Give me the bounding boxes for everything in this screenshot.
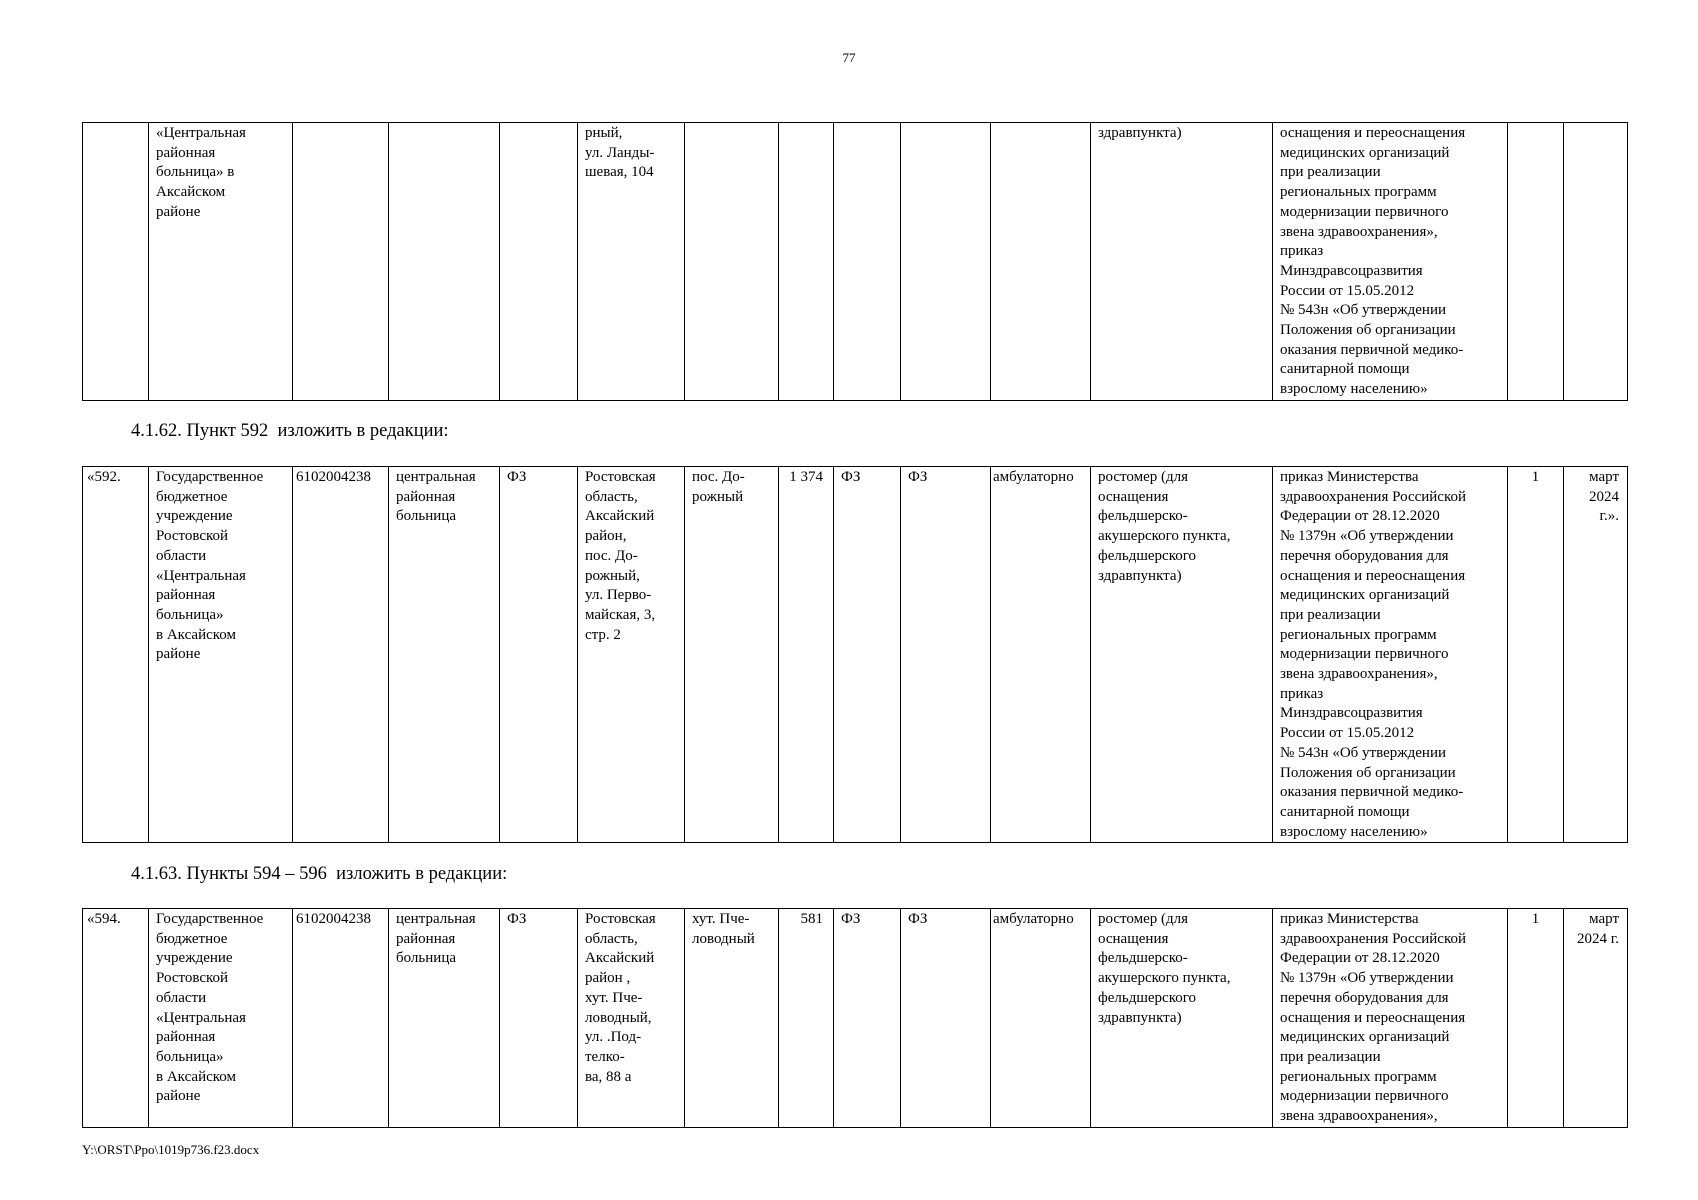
cell-care-mode xyxy=(991,123,1091,401)
cell-inn: 6102004238 xyxy=(293,909,389,1128)
cell-organization: Государственное бюджетное учреждение Ростовской области «Центральная районная больница» в Аксайском районе xyxy=(149,909,293,1128)
cell-address: Ростовская область, Аксайский район , хут. Пче- ловодный, ул. .Под- телко- ва, 88 а xyxy=(578,909,685,1128)
cell-organization: «Центральная районная больница» в Аксайском районе xyxy=(149,123,293,401)
cell-equipment: ростомер (для оснащения фельдшерско- акушерского пункта, фельдшерского здравпункта) xyxy=(1091,467,1273,843)
cell-care-mode: амбулаторно xyxy=(991,467,1091,843)
cell-inn: 6102004238 xyxy=(293,467,389,843)
cell-legal-basis: приказ Министерства здравоохранения Российской Федерации от 28.12.2020 № 1379н «Об утверждении перечня оборудования для оснащения и переоснащения медицинских организаций при реализации региональных программ модернизации первичного звена здравоохранения», приказ Минздравсоцразвития России от 15.05.2012 № 543н «Об утверждении Положения об организации оказания первичной медико- санитарной помощи взрослому населению» xyxy=(1273,467,1508,843)
cell-org-type: центральная районная больница xyxy=(389,467,500,843)
cell-organization: Государственное бюджетное учреждение Ростовской области «Центральная районная больница» в Аксайском районе xyxy=(149,467,293,843)
cell-locality: пос. До- рожный xyxy=(685,467,779,843)
cell-row-number: «592. xyxy=(83,467,149,843)
page-number: 77 xyxy=(842,50,856,65)
cell-quantity xyxy=(1508,123,1564,401)
section-heading: 4.1.62. Пункт 592 изложить в редакции: xyxy=(131,421,449,441)
cell-funding xyxy=(500,123,578,401)
cell-care-mode: амбулаторно xyxy=(991,909,1091,1128)
cell-column-10 xyxy=(901,123,991,401)
cell-legal-basis: приказ Министерства здравоохранения Российской Федерации от 28.12.2020 № 1379н «Об утверждении перечня оборудования для оснащения и переоснащения медицинских организаций при реализации региональных программ модернизации первичного звена здравоохранения», xyxy=(1273,909,1508,1128)
table-row xyxy=(83,467,1628,843)
cell-column-9: ФЗ xyxy=(834,467,901,843)
cell-population xyxy=(779,123,834,401)
cell-address: рный, ул. Ланды- шевая, 104 xyxy=(578,123,685,401)
cell-legal-basis: оснащения и переоснащения медицинских организаций при реализации региональных программ модернизации первичного звена здравоохранения», приказ Минздравсоцразвития России от 15.05.2012 № 543н «Об утверждении Положения об организации оказания первичной медико- санитарной помощи взрослому населению» xyxy=(1273,123,1508,401)
cell-column-10: ФЗ xyxy=(901,909,991,1128)
cell-org-type: центральная районная больница xyxy=(389,909,500,1128)
cell-address: Ростовская область, Аксайский район, пос. До- рожный, ул. Перво- майская, 3, стр. 2 xyxy=(578,467,685,843)
cell-date: март 2024 г. xyxy=(1564,909,1628,1128)
cell-equipment: ростомер (для оснащения фельдшерско- акушерского пункта, фельдшерского здравпункта) xyxy=(1091,909,1273,1128)
section-heading: 4.1.63. Пункты 594 – 596 изложить в редакции: xyxy=(131,864,508,884)
table-item-594 xyxy=(82,908,1628,1128)
table-item-592 xyxy=(82,466,1628,843)
cell-population: 1 374 xyxy=(779,467,834,843)
cell-column-9 xyxy=(834,123,901,401)
cell-funding: ФЗ xyxy=(500,909,578,1128)
cell-column-9: ФЗ xyxy=(834,909,901,1128)
table-continued xyxy=(82,122,1628,401)
cell-locality: хут. Пче- ловодный xyxy=(685,909,779,1128)
cell-date xyxy=(1564,123,1628,401)
cell-population: 581 xyxy=(779,909,834,1128)
footer-file-path: Y:\ORST\Ppo\1019p736.f23.docx xyxy=(82,1142,260,1157)
cell-row-number xyxy=(83,123,149,401)
table-row xyxy=(83,123,1628,401)
cell-date: март 2024 г.». xyxy=(1564,467,1628,843)
cell-funding: ФЗ xyxy=(500,467,578,843)
cell-equipment: здравпункта) xyxy=(1091,123,1273,401)
cell-org-type xyxy=(389,123,500,401)
cell-row-number: «594. xyxy=(83,909,149,1128)
cell-quantity: 1 xyxy=(1508,467,1564,843)
cell-column-10: ФЗ xyxy=(901,467,991,843)
cell-inn xyxy=(293,123,389,401)
cell-quantity: 1 xyxy=(1508,909,1564,1128)
table-row xyxy=(83,909,1628,1128)
cell-locality xyxy=(685,123,779,401)
